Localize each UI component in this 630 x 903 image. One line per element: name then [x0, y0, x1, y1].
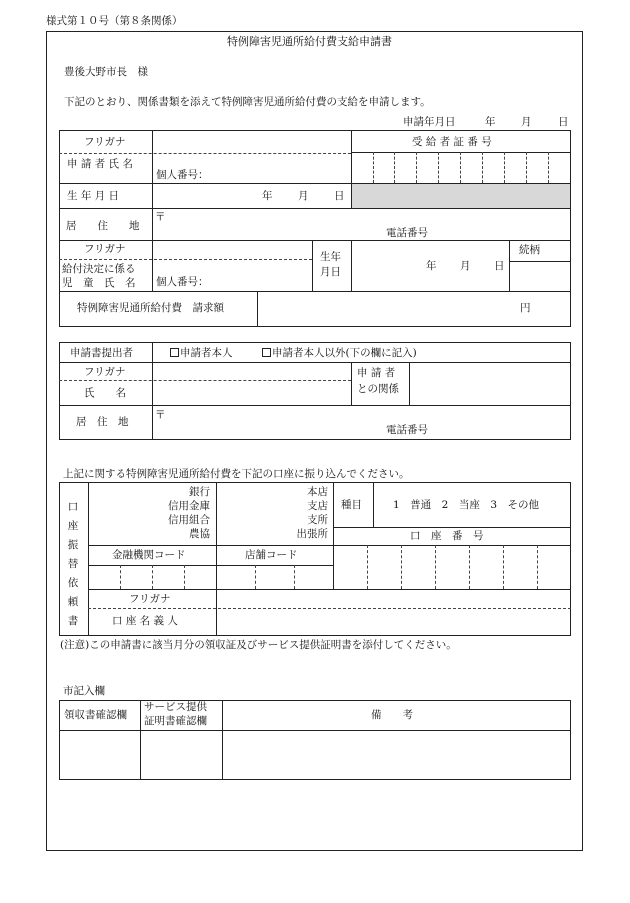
institution-type: 信用金庫 [168, 500, 210, 512]
branch-type: 本店 [307, 486, 328, 498]
service-cert-label-1: サービス提供 [144, 701, 207, 713]
institution-types [120, 485, 210, 541]
intro-text: 下記のとおり、関係書類を添えて特例障害児通所給付費の支給を申請します。 [64, 96, 431, 108]
account-number-label: 口 座 番 号 [410, 530, 484, 542]
residence-label: 居 住 地 [66, 220, 140, 232]
postal-mark: 〒 [155, 211, 166, 223]
application-day-label: 日 [558, 116, 569, 128]
submitter-residence-label: 居 住 地 [76, 416, 129, 428]
side-char: 口 [67, 501, 79, 513]
relation-label-2: との関係 [357, 383, 399, 395]
personal-number-label: 個人番号： [156, 169, 209, 181]
account-types: 1 普通 2 当座 3 その他 [393, 499, 540, 511]
account-holder-label: 口 座 名 義 人 [112, 615, 178, 627]
child-birth-label-1: 生年 [320, 251, 341, 263]
option-other[interactable] [262, 348, 417, 359]
birth-year-label: 年 [262, 190, 273, 202]
application-date-label: 申請年月日 [403, 116, 456, 128]
form-title: 特例障害児通所給付費支給申請書 [227, 35, 392, 48]
bank-intro: 上記に関する特例障害児通所給付費を下記の口座に振り込んでください。 [63, 468, 410, 480]
submitter-label: 申請書提出者 [70, 347, 133, 359]
option-other-label: 申請者本人以外(下の欄に記入) [272, 347, 417, 359]
branch-type: 支店 [307, 500, 328, 512]
option-self-label: 申請者本人 [180, 347, 233, 359]
child-personal-number-label: 個人番号： [156, 276, 209, 288]
submitter-postal-mark: 〒 [155, 409, 166, 421]
relationship-label: 続柄 [519, 244, 540, 256]
recipient-cert-no-label: 受 給 者 証 番 号 [412, 136, 492, 148]
receipt-check-label: 領収書確認欄 [64, 709, 127, 721]
service-cert-label-2: 証明書確認欄 [144, 715, 207, 727]
side-char: 依 [67, 577, 79, 589]
child-birth-label-2: 月日 [320, 266, 341, 278]
birthdate-label: 生 年 月 日 [67, 190, 120, 202]
side-char: 振 [67, 539, 79, 551]
branch-code-label: 店舗コード [245, 549, 298, 561]
side-char: 替 [67, 558, 79, 570]
institution-type: 信用組合 [168, 514, 210, 526]
checkbox-other[interactable] [262, 348, 271, 357]
application-month-label: 月 [521, 116, 532, 128]
child-birth-month-label: 月 [460, 260, 471, 272]
remarks-label: 備 考 [371, 709, 413, 721]
side-char: 座 [67, 520, 79, 532]
child-birth-day-label: 日 [494, 260, 505, 272]
submitter-name-label: 氏 名 [84, 387, 126, 399]
bank-furigana-label: フリガナ [129, 593, 171, 605]
city-use-title: 市記入欄 [63, 685, 105, 697]
account-type-label: 種目 [341, 499, 362, 511]
institution-code-label: 金融機関コード [112, 549, 186, 561]
applicant-name-label: 申 請 者 氏 名 [67, 158, 133, 170]
claim-amount-label: 特例障害児通所給付費 請求額 [77, 302, 224, 314]
side-char: 書 [67, 615, 79, 627]
child-birth-year-label: 年 [426, 260, 437, 272]
application-year-label: 年 [485, 116, 496, 128]
branch-types [260, 485, 328, 541]
birth-month-label: 月 [298, 190, 309, 202]
child-furigana-label: フリガナ [84, 243, 126, 255]
side-char: 頼 [67, 596, 79, 608]
form-number: 様式第１０号（第８条関係） [46, 15, 183, 27]
submitter-furigana-label: フリガナ [84, 366, 126, 378]
shaded-cell [352, 184, 570, 208]
submitter-phone-label: 電話番号 [386, 424, 428, 436]
relation-label-1: 申 請 者 [357, 367, 396, 379]
option-self[interactable] [170, 348, 233, 359]
child-name-label-1: 給付決定に係る [62, 263, 136, 275]
institution-type: 農協 [189, 528, 210, 540]
child-name-label-2: 児 童 氏 名 [62, 277, 136, 289]
checkbox-self[interactable] [170, 348, 179, 357]
institution-type: 銀行 [189, 486, 210, 498]
phone-label: 電話番号 [386, 227, 428, 239]
birth-day-label: 日 [334, 190, 345, 202]
branch-type: 支所 [307, 514, 328, 526]
addressee: 豊後大野市長 様 [64, 66, 148, 78]
bank-side-label [66, 498, 80, 631]
furigana-label: フリガナ [84, 136, 126, 148]
branch-type: 出張所 [296, 528, 328, 540]
yen-label: 円 [520, 302, 531, 314]
attachment-note: (注意)この申請書に該当月分の領収証及びサービス提供証明書を添付してください。 [60, 639, 457, 651]
